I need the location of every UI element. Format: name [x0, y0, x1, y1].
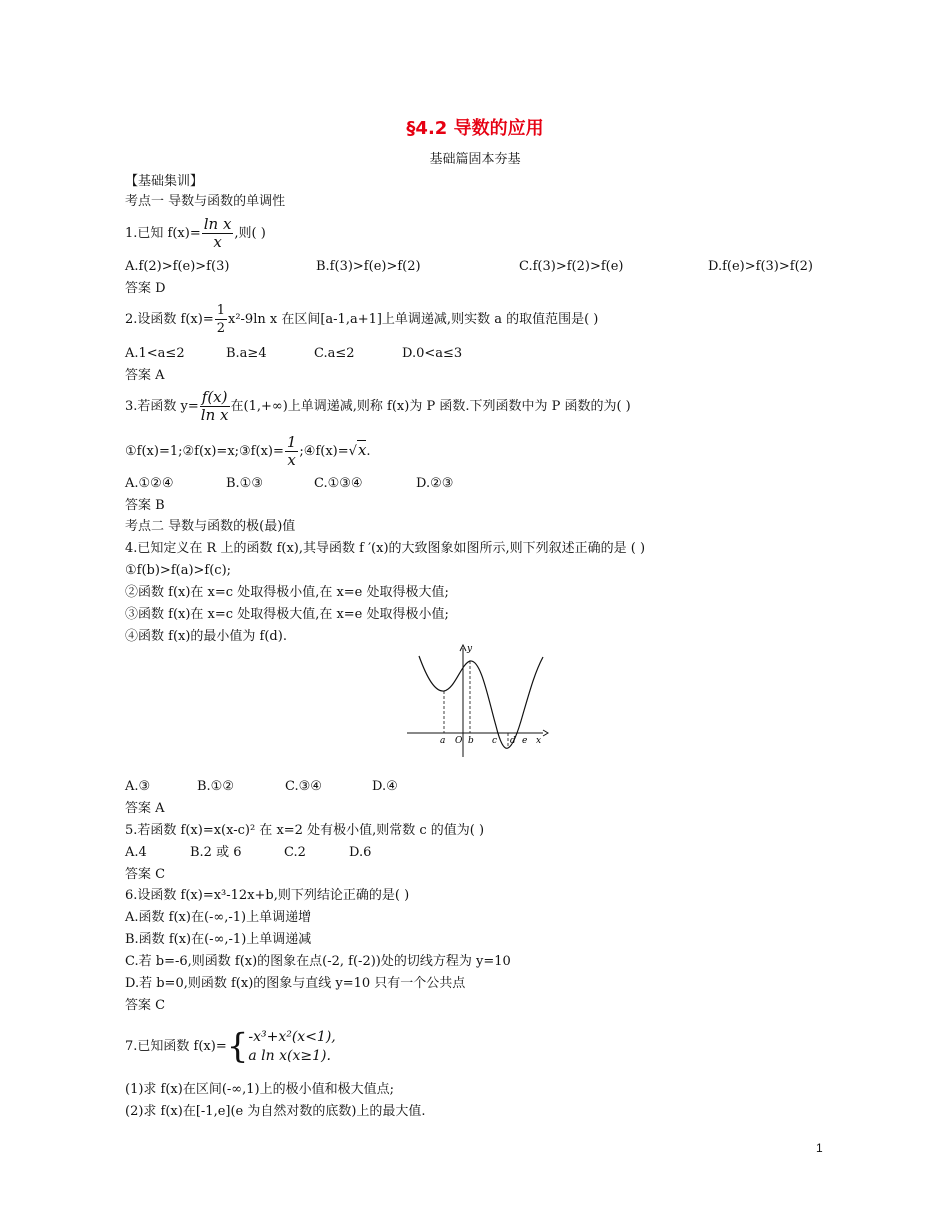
q5-option-a: A.4 [125, 845, 147, 860]
q3-list-end: . [366, 444, 371, 459]
q6-option-a: A.函数 f(x)在(-∞,-1)上单调递增 [125, 910, 312, 925]
q2-answer: 答案 A [125, 368, 165, 383]
q2-prefix: 2.设函数 f(x)= [125, 312, 214, 327]
q2-fraction [215, 302, 227, 337]
question-7 [125, 1024, 336, 1070]
graph-tick-a: a [440, 736, 446, 746]
question-5-stem: 5.若函数 f(x)=x(x-c)² 在 x=2 处有极小值,则常数 c 的值为( ) [125, 823, 485, 838]
derivative-graph [405, 642, 550, 760]
q1-frac-num: ln x [203, 215, 232, 233]
q3-list-part-b: ;④f(x)= [299, 444, 349, 459]
q3-prefix: 3.若函数 y= [125, 399, 199, 414]
q4-statement-4: ④函数 f(x)的最小值为 f(d). [125, 629, 287, 644]
q2-option-a: A.1<a≤2 [125, 346, 185, 361]
q3-fraction [200, 389, 230, 424]
q4-statement-2: ②函数 f(x)在 x=c 处取得极小值,在 x=e 处取得极大值; [125, 585, 449, 600]
q7-part-1: (1)求 f(x)在区间(-∞,1)上的极小值和极大值点; [125, 1082, 394, 1097]
q2-frac-den: 2 [216, 321, 225, 336]
q4-option-b: B.①② [197, 779, 234, 794]
q3-list-root: x [357, 441, 367, 459]
q5-option-d: D.6 [349, 845, 372, 860]
q4-statement-1: ①f(b)>f(a)>f(c); [125, 563, 232, 578]
q1-suffix: ,则( ) [234, 226, 266, 241]
q6-answer: 答案 C [125, 998, 166, 1013]
q3-list-fraction [285, 434, 299, 469]
left-brace: { [226, 1026, 249, 1067]
graph-label-x: x [536, 736, 542, 746]
q7-prefix: 7.已知函数 f(x)= [125, 1039, 227, 1054]
q3-suffix: 在(1,+∞)上单调递减,则称 f(x)为 P 函数.下列函数中为 P 函数的为( ) [230, 399, 631, 414]
q5-option-c: C.2 [284, 845, 306, 860]
graph-x-arrow [543, 730, 548, 736]
q5-answer: 答案 C [125, 867, 166, 882]
q4-option-c: C.③④ [285, 779, 322, 794]
q3-option-c: C.①③④ [314, 476, 363, 491]
q7-part-2: (2)求 f(x)在[-1,e](e 为自然对数的底数)上的最大值. [125, 1104, 426, 1119]
q3-option-b: B.①③ [226, 476, 263, 491]
q1-prefix: 1.已知 f(x)= [125, 226, 201, 241]
q6-option-c: C.若 b=-6,则函数 f(x)的图象在点(-2, f(-2))处的切线方程为 y=10 [125, 954, 511, 969]
q6-option-d: D.若 b=0,则函数 f(x)的图象与直线 y=10 只有一个公共点 [125, 976, 466, 991]
q4-answer: 答案 A [125, 801, 165, 816]
q3-frac-den: ln x [200, 406, 229, 424]
q4-statement-3: ③函数 f(x)在 x=c 处取得极大值,在 x=e 处取得极小值; [125, 607, 449, 622]
q3-answer: 答案 B [125, 498, 165, 513]
q2-suffix: x²-9ln x 在区间[a-1,a+1]上单调递减,则实数 a 的取值范围是( ) [228, 312, 599, 327]
q3-frac-num: f(x) [201, 388, 228, 406]
q7-case-1: -x³+x²(x<1), [248, 1028, 336, 1045]
q7-case-2: a ln x(x≥1). [248, 1047, 331, 1064]
q1-fraction [202, 216, 234, 251]
q4-option-a: A.③ [125, 779, 151, 794]
q2-option-c: C.a≤2 [314, 346, 355, 361]
sqrt-symbol: √ [348, 444, 357, 459]
topic-heading-2: 考点二 导数与函数的极(最)值 [125, 519, 296, 534]
q3-option-a: A.①②④ [125, 476, 174, 491]
page-subtitle: 基础篇固本夯基 [429, 152, 521, 167]
question-1 [125, 216, 266, 252]
q1-option-d: D.f(e)>f(3)>f(2) [708, 259, 813, 274]
q1-answer: 答案 D [125, 281, 166, 296]
q2-frac-num: 1 [216, 303, 225, 318]
q3-list-frac-num: 1 [286, 433, 297, 451]
graph-label-y: y [467, 644, 473, 654]
section-label: 【基础集训】 [125, 174, 204, 189]
q5-option-b: B.2 或 6 [190, 845, 242, 860]
q1-option-c: C.f(3)>f(2)>f(e) [519, 259, 624, 274]
q4-option-d: D.④ [372, 779, 398, 794]
graph-tick-o: O [455, 736, 463, 746]
question-3 [125, 388, 631, 426]
q7-piecewise [248, 1028, 335, 1066]
question-2 [125, 302, 598, 338]
topic-heading-1: 考点一 导数与函数的单调性 [125, 194, 286, 209]
q1-option-b: B.f(3)>f(e)>f(2) [316, 259, 421, 274]
question-6-stem: 6.设函数 f(x)=x³-12x+b,则下列结论正确的是( ) [125, 888, 410, 903]
q6-option-b: B.函数 f(x)在(-∞,-1)上单调递减 [125, 932, 312, 947]
page-title: §4.2 导数的应用 [406, 118, 544, 139]
graph-tick-c: c [492, 736, 498, 746]
q2-option-d: D.0<a≤3 [402, 346, 463, 361]
graph-curve [419, 656, 543, 748]
graph-tick-b: b [468, 736, 474, 746]
q1-option-a: A.f(2)>f(e)>f(3) [125, 259, 230, 274]
q3-function-list [125, 432, 371, 470]
q3-option-d: D.②③ [416, 476, 454, 491]
question-4-stem: 4.已知定义在 R 上的函数 f(x),其导函数 f ′(x)的大致图象如图所示,则下列叙述正确的是 ( ) [125, 541, 646, 556]
graph-tick-d: d [510, 736, 516, 746]
graph-tick-e: e [522, 736, 528, 746]
q1-frac-den: x [213, 233, 222, 251]
q3-list-frac-den: x [287, 451, 296, 469]
q3-list-part-a: ①f(x)=1;②f(x)=x;③f(x)= [125, 444, 284, 459]
page-number: 1 [816, 1141, 823, 1155]
q2-option-b: B.a≥4 [226, 346, 267, 361]
